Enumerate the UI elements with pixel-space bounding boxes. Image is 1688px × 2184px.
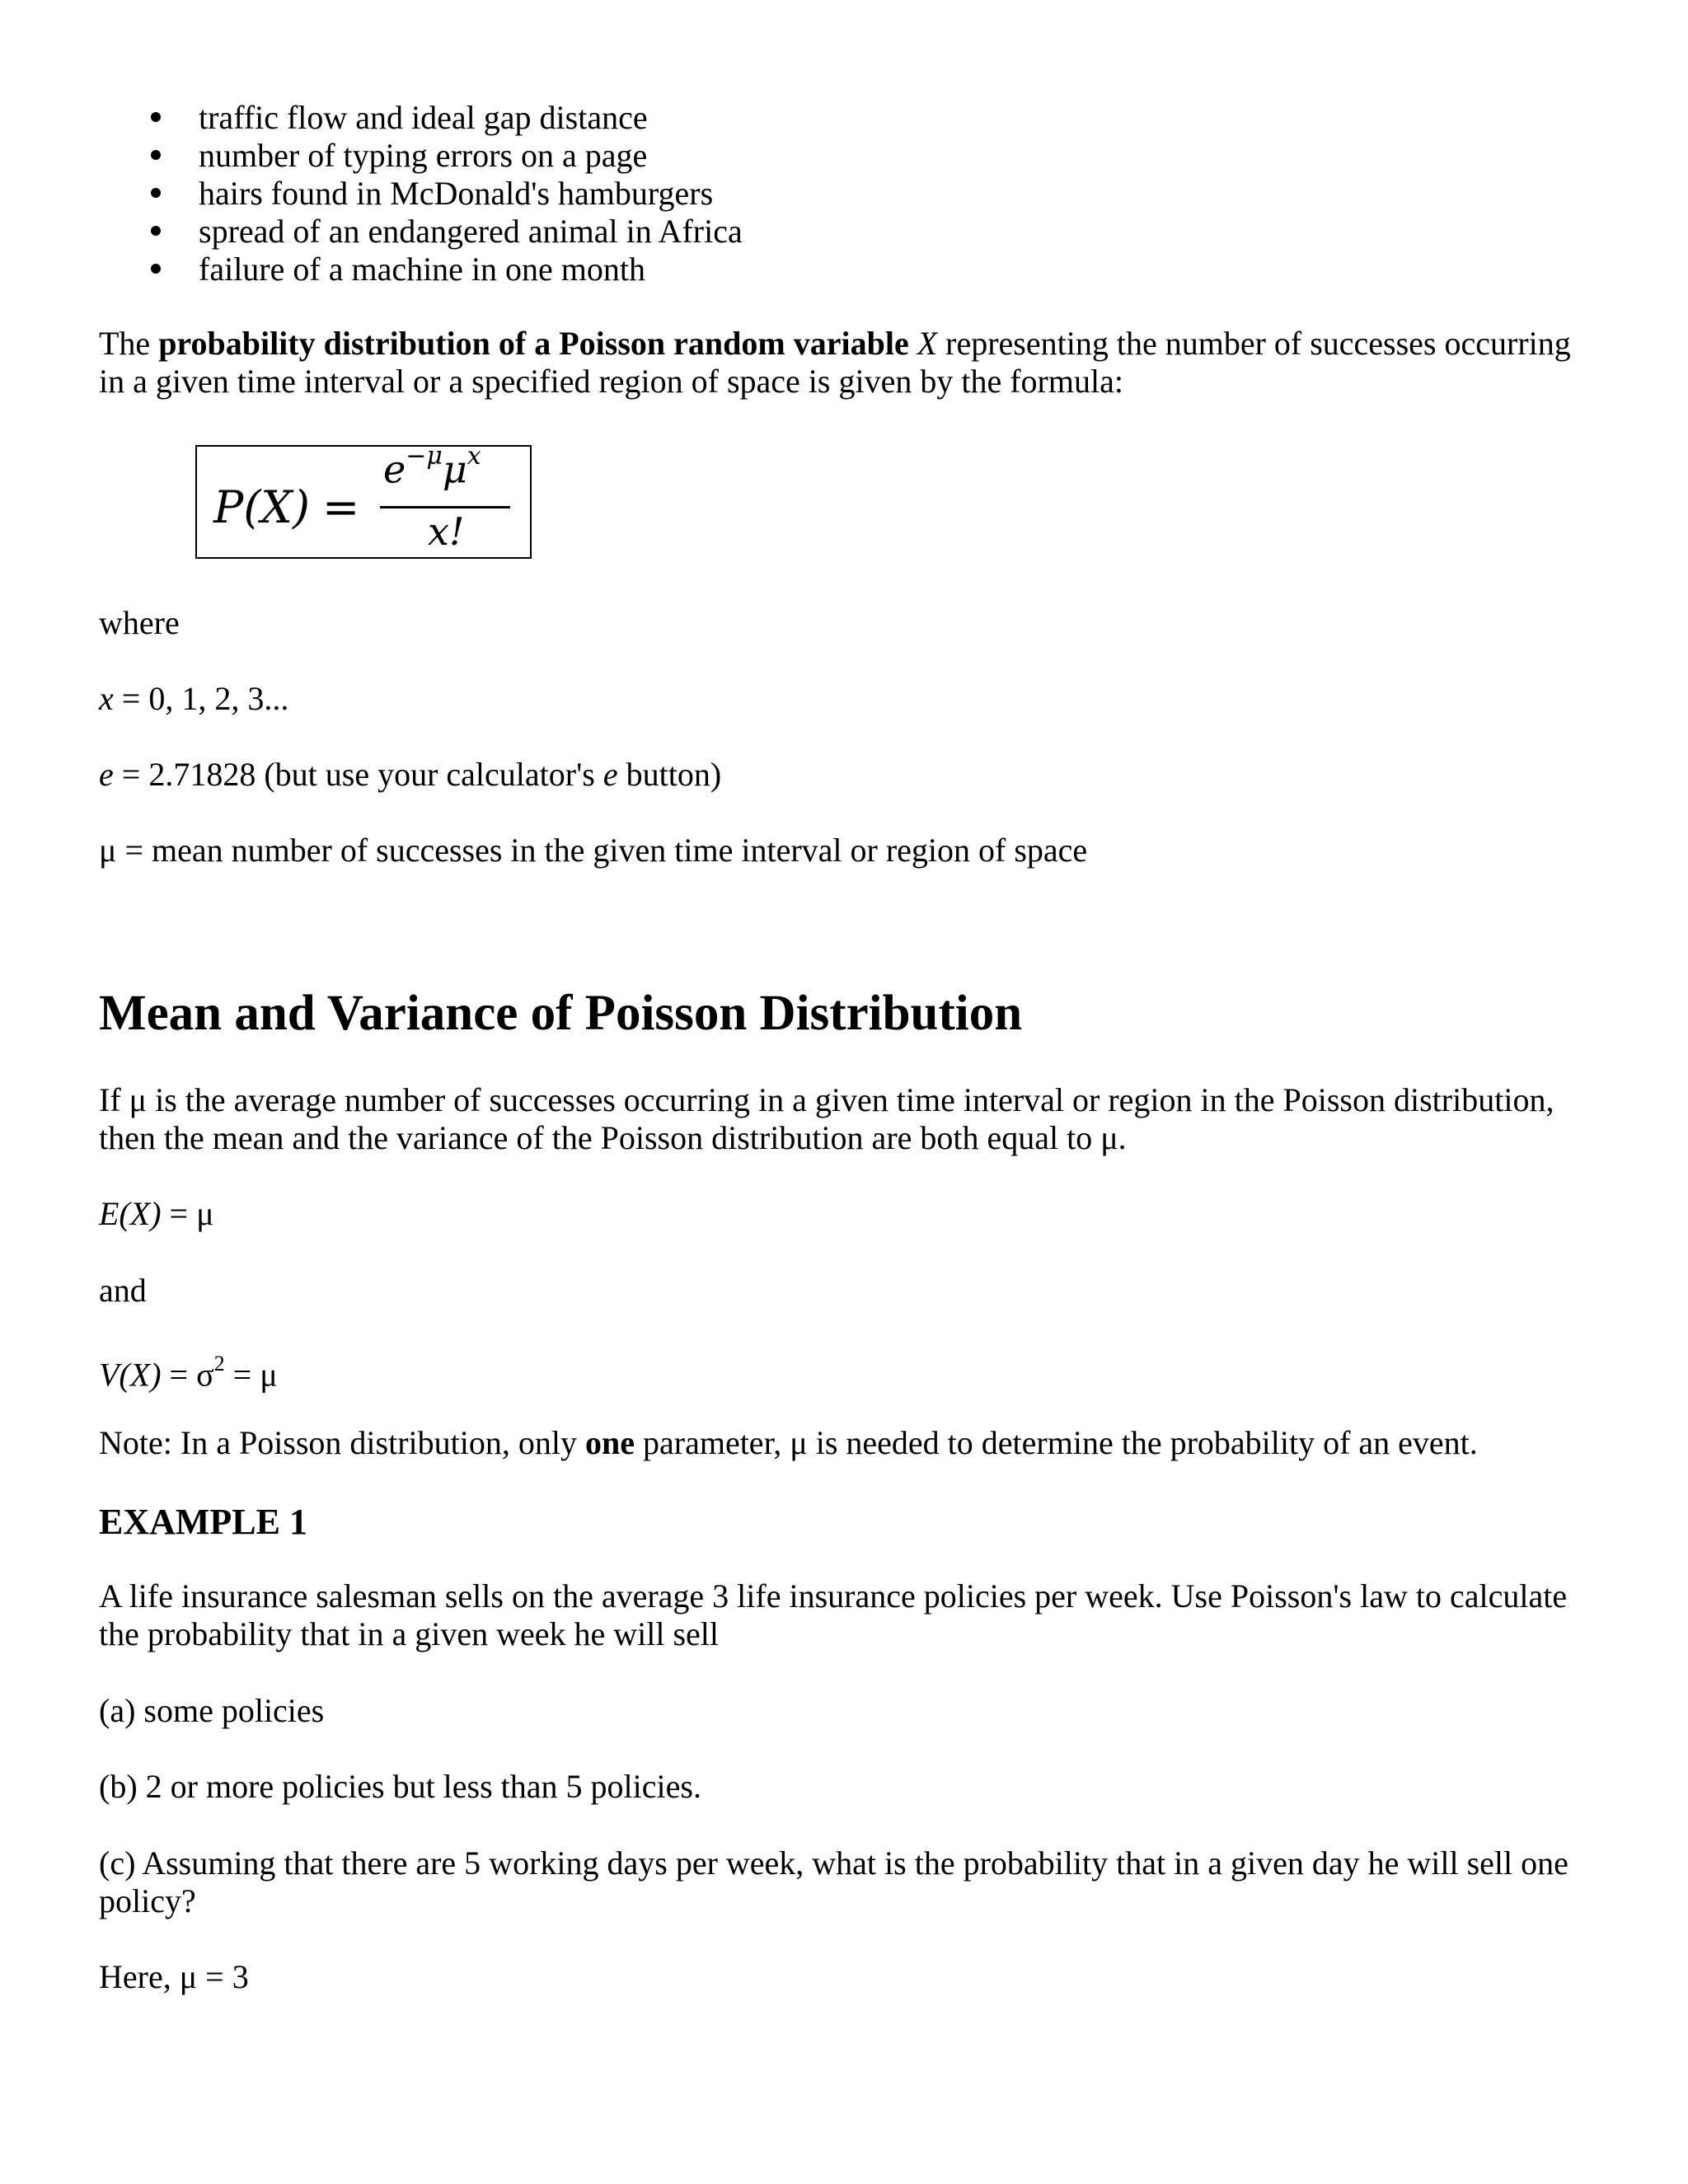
bullet-icon [151,112,161,122]
fraction-bar [380,506,510,509]
here-line: Here, μ = 3 [99,1958,249,1995]
expectation-formula: E(X) = μ [99,1195,214,1232]
part-b: (b) 2 or more policies but less than 5 policies. [99,1768,701,1805]
poisson-formula [195,442,532,559]
formula-denominator: x! [428,509,465,554]
formula-numerator: $e^{-\mu}\mu^x$ [383,442,481,492]
bullet-icon [151,226,161,236]
and-label: and [99,1272,147,1309]
mu-definition: μ = mean number of successes in the given time interval or region of space [99,832,1088,869]
intro-paragraph: The probability distribution of a Poisson random variable X representing the number of successes occurring in a given time interval or a specified region of space is given by the formula: [99,325,1571,400]
mean-variance-paragraph: If μ is the average number of successes occurring in a given time interval or region in the Poisson distribution, then the mean and the variance of the Poisson distribution are both equal to μ. [99,1081,1554,1156]
bullet-icon [151,264,161,274]
example-title: EXAMPLE 1 [99,1502,307,1542]
part-a: (a) some policies [99,1692,325,1729]
section-heading: Mean and Variance of Poisson Distribution [99,986,1023,1041]
document-page: traffic flow and ideal gap distance number of typing errors on a page hairs found in McDonald's hamburgers spread of an endangered animal in Africa failure of a machine in one month The probability distribution of a Poisson random variable X representing the number of successes occurring in a given time interval or a specified region of space is given by the formula: P(X) = $e^{-\mu}\mu^x$ x! where x = 0, 1, 2, 3... e = 2.71828 (but use your calculator's e button) μ = mean number of successes in the given time interval or region of space Mean and Variance of Poisson Distribution If μ is the average number of successes occurring in a given time interval or region in the Poisson distribution, then the mean and the variance of the Poisson distribution are both equal to μ. E(X) = μ and $V(X) = \sigma^2 = \mu$ Note: In a Poisson distribution, only one parameter, μ is needed to determine the probability of an event. EXAMPLE 1 A life insurance salesman sells on the average 3 life insurance policies per week. Use Poisson's law to calculate the probability that in a given week he will sell (a) some policies (b) 2 or more policies but less than 5 policies. (c) Assuming that there are 5 working days per week, what is the probability that in a given day he will sell one policy? Here, μ = 3 [0,0,1688,2184]
e-definition: e = 2.71828 (but use your calculator's e button) [99,756,722,793]
formula-equals: = [322,481,360,533]
bullet-icon [151,188,161,198]
bullet-icon [151,150,161,160]
part-c: (c) Assuming that there are 5 working days per week, what is the probability that in a given day he will sell one policy? [99,1844,1568,1919]
variance-formula: $V(X) = \sigma^2 = \mu$ [99,1352,278,1394]
where-label: where [99,604,180,641]
example-paragraph: A life insurance salesman sells on the average 3 life insurance policies per week. Use Poisson's law to calculate the probability that in a given week he will sell [99,1577,1568,1652]
formula-lhs: P(X) [213,481,310,533]
x-definition: x = 0, 1, 2, 3... [99,680,289,717]
note-line: Note: In a Poisson distribution, only one parameter, μ is needed to determine the probability of an event. [99,1424,1478,1461]
